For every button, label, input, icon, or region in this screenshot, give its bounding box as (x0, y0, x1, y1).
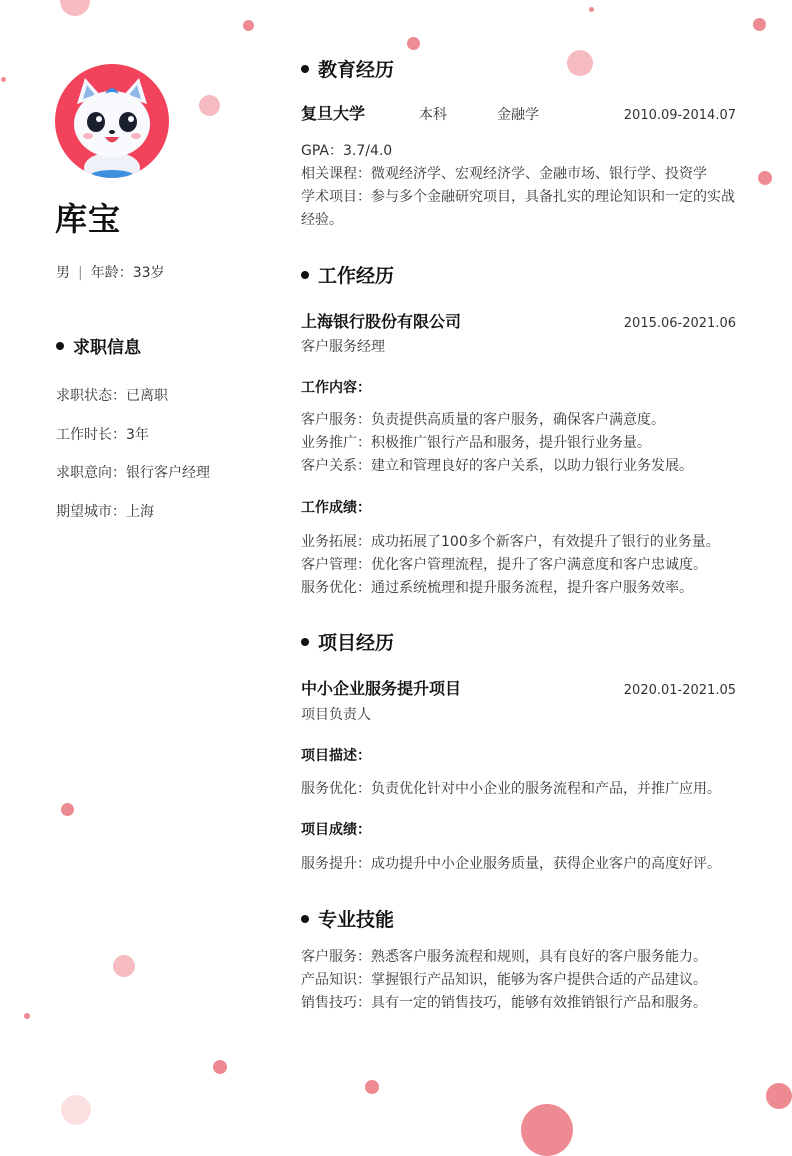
education-heading (301, 55, 394, 82)
decor-dot (24, 1013, 30, 1019)
work-position: 客户服务经理 (301, 339, 385, 355)
candidate-name: 库宝 (55, 200, 122, 238)
project-results: 服务提升：成功提升中小企业服务质量，获得企业客户的高度好评。 (301, 856, 721, 872)
work-results-list (301, 531, 736, 600)
list-item: 产品知识：掌握银行产品知识，能够为客户提供合适的产品建议。 (301, 972, 707, 988)
job-search-heading-text: 求职信息 (73, 338, 141, 358)
skills-list (301, 946, 736, 1015)
school-name: 复旦大学 (301, 104, 366, 123)
courses: 相关课程：微观经济学、宏观经济学、金融市场、银行学、投资学 (301, 166, 707, 182)
decor-dot (243, 20, 254, 31)
work-heading-text: 工作经历 (318, 265, 395, 287)
project-name: 中小企业服务提升项目 (301, 679, 462, 698)
basic-info (56, 262, 165, 282)
list-item: 客户关系：建立和管理良好的客户关系，以助力银行业务发展。 (301, 458, 693, 474)
list-item: 业务推广：积极推广银行产品和服务，提升银行业务量。 (301, 435, 651, 451)
list-item: 客户管理：优化客户管理流程，提升了客户满意度和客户忠诚度。 (301, 557, 707, 573)
list-item: 客户服务：负责提供高质量的客户服务，确保客户满意度。 (301, 412, 665, 428)
project-desc: 服务优化：负责优化针对中小企业的服务流程和产品，并推广应用。 (301, 781, 721, 797)
work-heading (301, 261, 394, 288)
job-search-info (56, 385, 210, 539)
list-item: 服务优化：通过系统梳理和提升服务流程，提升客户服务效率。 (301, 580, 693, 596)
avatar (55, 64, 169, 178)
work-duration: 工作时长：3年 (56, 426, 149, 443)
decor-dot (753, 18, 766, 31)
project-date: 2020.01-2021.05 (623, 683, 736, 698)
bullet-dot-icon (301, 638, 309, 646)
education-row (301, 101, 736, 124)
education-heading-text: 教育经历 (318, 59, 395, 81)
list-item: 业务拓展：成功拓展了100多个新客户，有效提升了银行的业务量。 (301, 534, 720, 550)
project-results-heading: 项目成绩： (301, 822, 371, 838)
decor-dot (766, 1083, 792, 1109)
decor-dot (521, 1104, 573, 1156)
skills-heading (301, 905, 394, 932)
major: 金融学 (497, 107, 539, 123)
education-details (301, 140, 736, 232)
skills-heading-text: 专业技能 (318, 909, 395, 931)
list-item: 客户服务：熟悉客户服务流程和规则，具有良好的客户服务能力。 (301, 949, 707, 965)
decor-dot (1, 77, 6, 82)
decor-dot (213, 1060, 227, 1074)
degree: 本科 (419, 107, 447, 123)
decor-dot (567, 50, 593, 76)
decor-dot (589, 7, 594, 12)
work-content-heading: 工作内容： (301, 380, 371, 396)
project-desc-heading: 项目描述： (301, 748, 371, 764)
project-heading (301, 628, 394, 655)
work-title-row (301, 309, 736, 332)
decor-dot (61, 803, 74, 816)
decor-dot (365, 1080, 379, 1094)
bullet-dot-icon (301, 65, 309, 73)
list-item: 销售技巧：具有一定的销售技巧，能够有效推销银行产品和服务。 (301, 995, 707, 1011)
decor-dot (199, 95, 220, 116)
work-content-list (301, 409, 736, 478)
project-title-row (301, 676, 736, 699)
education-date: 2010.09-2014.07 (623, 108, 736, 123)
gpa: GPA：3.7/4.0 (301, 143, 393, 159)
company-name: 上海银行股份有限公司 (301, 312, 462, 331)
job-search-heading (56, 333, 141, 358)
decor-dot (113, 955, 135, 977)
bullet-dot-icon (301, 915, 309, 923)
expected-city: 期望城市：上海 (56, 503, 154, 520)
job-status: 求职状态：已离职 (56, 388, 168, 404)
divider: | (78, 265, 83, 281)
job-intention: 求职意向：银行客户经理 (56, 465, 210, 481)
age: 年龄：33岁 (90, 265, 165, 281)
bullet-dot-icon (56, 342, 64, 350)
gender: 男 (56, 265, 70, 281)
cartoon-cat-avatar-icon (55, 64, 169, 178)
project-heading-text: 项目经历 (318, 632, 395, 654)
decor-dot (407, 37, 420, 50)
work-results-heading: 工作成绩： (301, 500, 371, 516)
decor-dot (60, 0, 90, 16)
bullet-dot-icon (301, 271, 309, 279)
work-date: 2015.06-2021.06 (623, 316, 736, 331)
decor-dot (758, 171, 772, 185)
project-role: 项目负责人 (301, 707, 371, 723)
academic-projects: 学术项目：参与多个金融研究项目，具备扎实的理论知识和一定的实战经验。 (301, 189, 735, 228)
